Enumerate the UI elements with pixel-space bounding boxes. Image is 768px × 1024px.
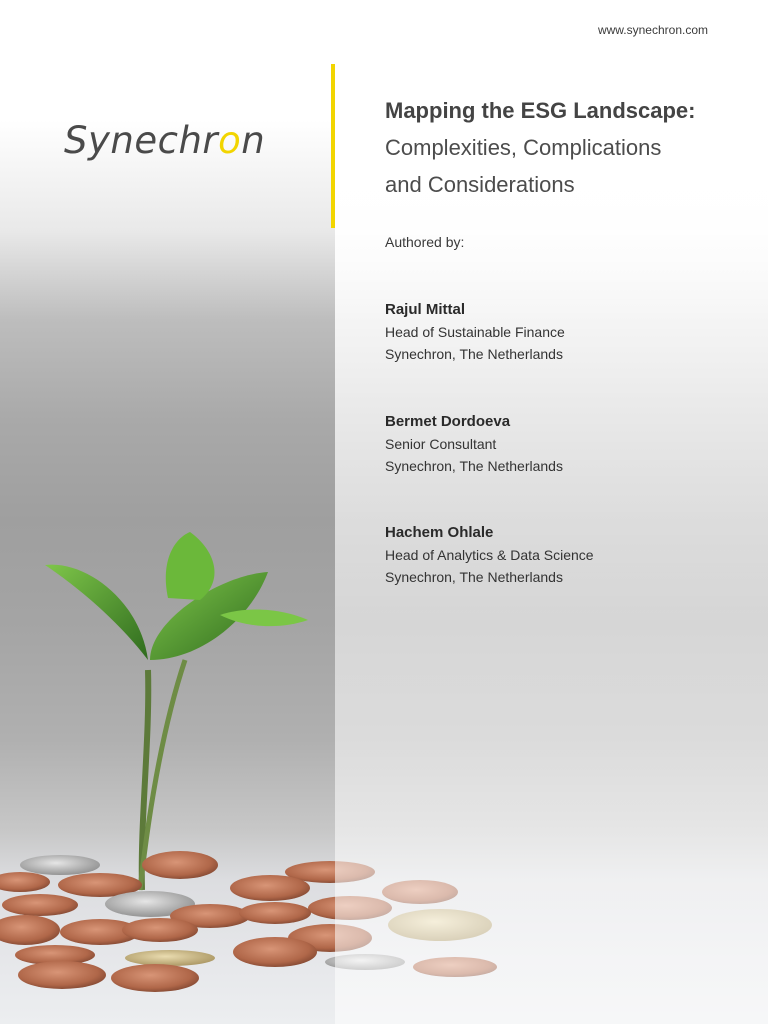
author-block [385,299,745,365]
author-name: Hachem Ohlale [385,524,494,541]
synechron-logo [64,119,265,162]
author-block [385,411,745,477]
author-org: Synechron, The Netherlands [385,346,563,362]
title-line-1: Mapping the ESG Landscape: [385,98,696,123]
author-name: Rajul Mittal [385,301,466,318]
title-line-3: and Considerations [385,172,575,197]
document-title [385,92,745,203]
logo-text-start: Synechr [64,119,219,162]
author-org: Synechron, The Netherlands [385,569,563,585]
logo-accent-char: o [218,119,242,162]
title-accent-bar [331,64,335,228]
title-line-2: Complexities, Complications [385,135,662,160]
logo-text-end: n [241,119,266,162]
author-role: Head of Sustainable Finance [385,324,565,340]
website-url[interactable]: www.synechron.com [597,23,708,37]
author-block [385,522,745,588]
author-org: Synechron, The Netherlands [385,458,563,474]
authored-by-label: Authored by: [385,234,465,250]
author-role: Senior Consultant [385,436,497,452]
author-name: Bermet Dordoeva [385,413,511,430]
author-role: Head of Analytics & Data Science [385,547,594,563]
